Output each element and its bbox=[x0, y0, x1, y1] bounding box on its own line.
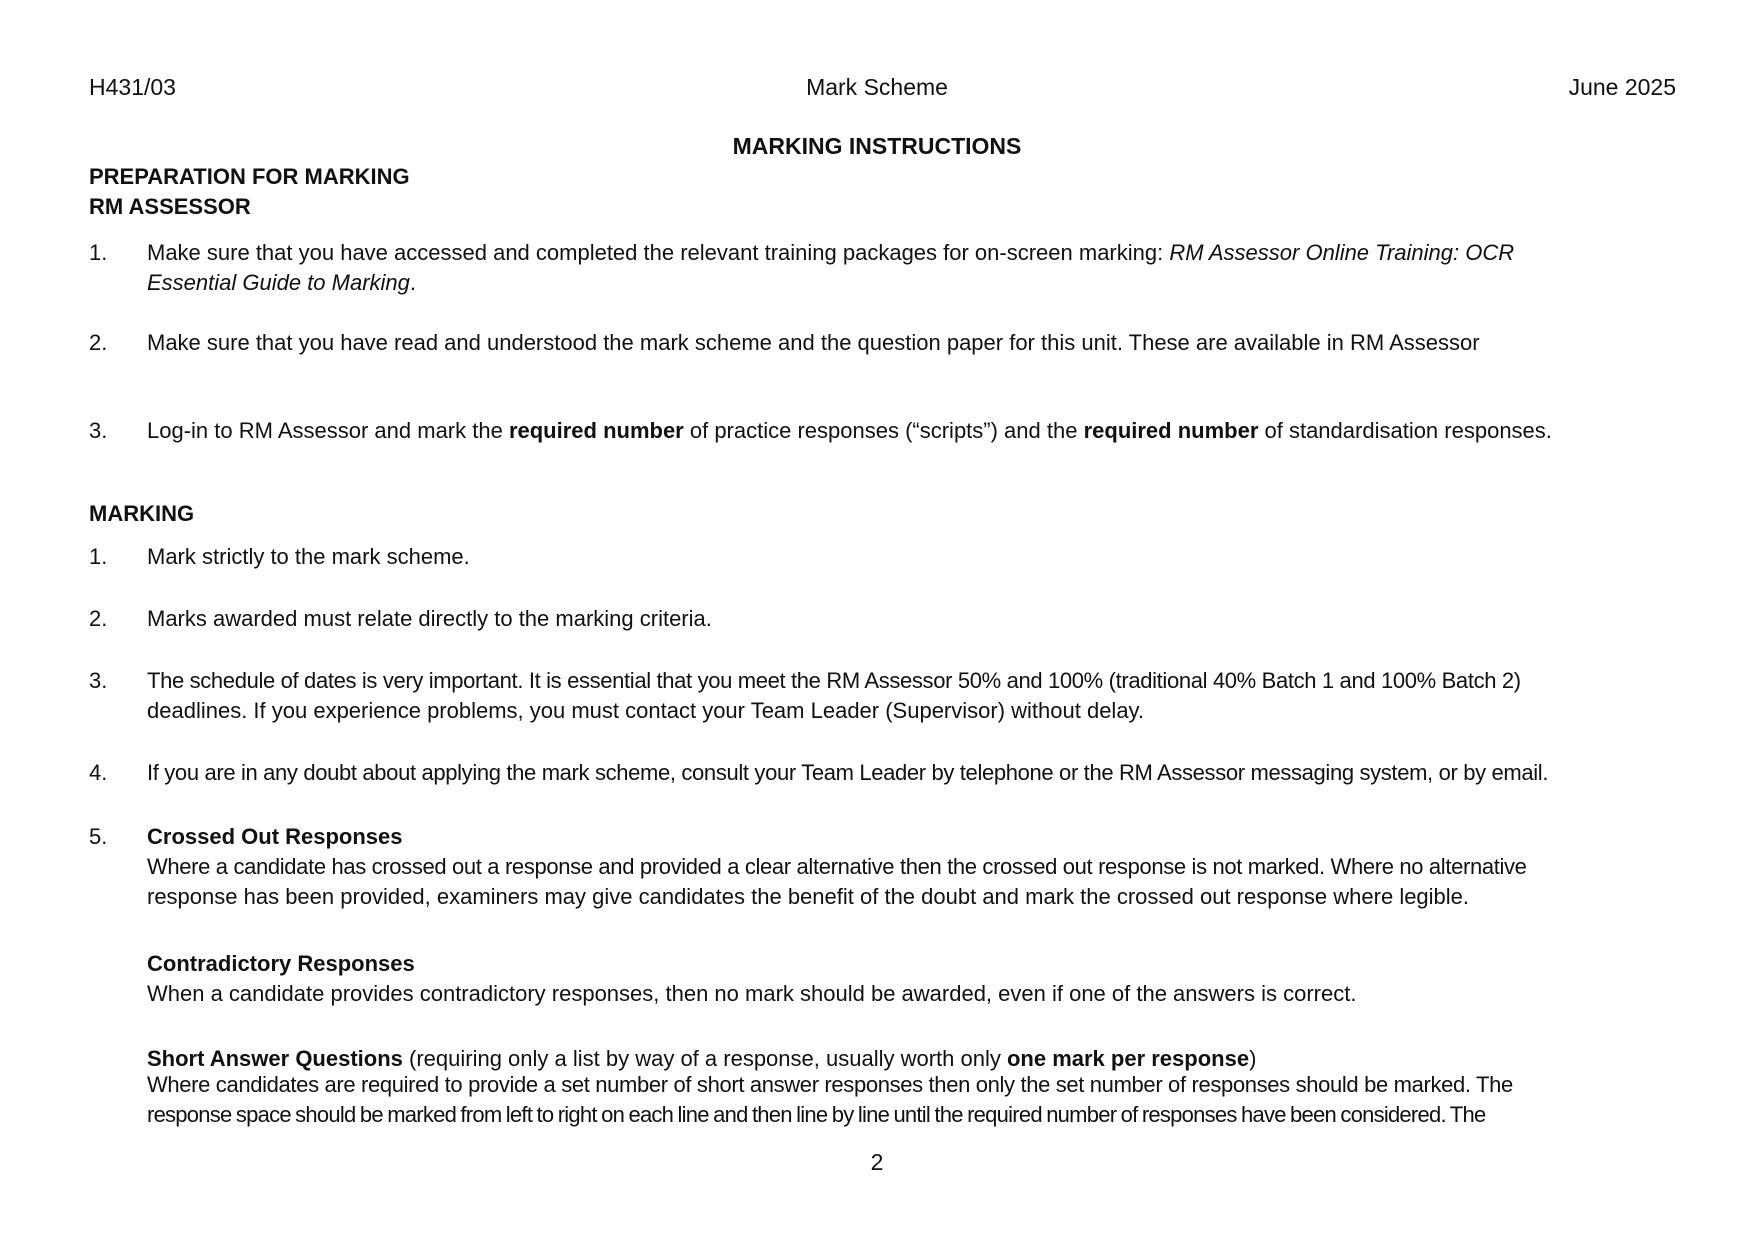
short-answer-line1: Where candidates are required to provide a set number of short answer responses then only the set number of responses should be marked. The bbox=[147, 1072, 1513, 1097]
prep-item-3-part3: of standardisation responses. bbox=[1258, 418, 1552, 443]
marking-item-2-number: 2. bbox=[89, 606, 108, 631]
marking-item-3-line1: The schedule of dates is very important. It is essential that you meet the RM Assessor 50% and 100% (traditional 40% Batch 1 and 100% Batch 2) bbox=[147, 668, 1521, 693]
prep-item-3-line bbox=[147, 418, 1677, 444]
rm-assessor-heading: RM ASSESSOR bbox=[89, 194, 251, 219]
crossed-out-line2: response has been provided, examiners may give candidates the benefit of the doubt and mark the crossed out response where legible. bbox=[147, 884, 1470, 909]
one-mark-per-response: one mark per response bbox=[1006, 1046, 1250, 1071]
crossed-out-line1: Where a candidate has crossed out a response and provided a clear alternative then the crossed out response is not marked. Where no alternative bbox=[147, 854, 1527, 879]
prep-item-2-number: 2. bbox=[89, 330, 108, 355]
page-title: MARKING INSTRUCTIONS bbox=[732, 133, 1022, 159]
prep-item-3-part1: Log-in to RM Assessor and mark the bbox=[147, 418, 509, 443]
marking-heading: MARKING bbox=[89, 501, 195, 526]
prep-item-1-text: Make sure that you have accessed and completed the relevant training packages for on-screen marking: bbox=[147, 240, 1170, 265]
required-number-bold-2: required number bbox=[1083, 418, 1259, 443]
marking-item-3-number: 3. bbox=[89, 668, 108, 693]
document-type: Mark Scheme bbox=[806, 74, 948, 100]
required-number-bold-1: required number bbox=[508, 418, 684, 443]
marking-item-2-text: Marks awarded must relate directly to the marking criteria. bbox=[147, 606, 712, 631]
marking-item-3-line2: deadlines. If you experience problems, you must contact your Team Leader (Supervisor) without delay. bbox=[147, 698, 1145, 723]
prep-item-3-part2: of practice responses (“scripts”) and the bbox=[683, 418, 1084, 443]
short-answer-note-2: ) bbox=[1249, 1046, 1257, 1071]
preparation-heading: PREPARATION FOR MARKING bbox=[89, 164, 410, 189]
crossed-out-heading: Crossed Out Responses bbox=[147, 824, 403, 849]
prep-item-1-line1 bbox=[147, 240, 1677, 266]
training-title-part1: RM Assessor Online Training: OCR bbox=[1169, 240, 1515, 265]
exam-date: June 2025 bbox=[1568, 74, 1676, 100]
marking-item-5-number: 5. bbox=[89, 824, 108, 849]
prep-item-1-tail: . bbox=[409, 270, 417, 295]
short-answer-heading: Short Answer Questions bbox=[147, 1046, 403, 1071]
short-answer-heading-line bbox=[147, 1046, 1677, 1072]
short-answer-note-1: (requiring only a list by way of a response, usually worth only bbox=[402, 1046, 1007, 1071]
marking-item-1-text: Mark strictly to the mark scheme. bbox=[147, 544, 470, 569]
short-answer-line2: response space should be marked from left to right on each line and then line by line until the required number of responses have been considered. The bbox=[147, 1102, 1486, 1127]
marking-item-4-number: 4. bbox=[89, 760, 108, 785]
prep-item-1-line2 bbox=[147, 270, 1677, 296]
contradictory-heading: Contradictory Responses bbox=[147, 951, 415, 976]
contradictory-line1: When a candidate provides contradictory responses, then no mark should be awarded, even if one of the answers is correct. bbox=[147, 981, 1357, 1006]
marking-item-4-text: If you are in any doubt about applying the mark scheme, consult your Team Leader by telephone or the RM Assessor messaging system, or by email. bbox=[147, 760, 1549, 785]
prep-item-3-number: 3. bbox=[89, 418, 108, 443]
prep-item-2-text: Make sure that you have read and understood the mark scheme and the question paper for this unit. These are available in RM Assessor bbox=[147, 330, 1480, 355]
marking-item-1-number: 1. bbox=[89, 544, 108, 569]
prep-item-1-number: 1. bbox=[89, 240, 108, 265]
page-number: 2 bbox=[870, 1149, 884, 1175]
paper-code: H431/03 bbox=[89, 74, 176, 100]
training-title-part2: Essential Guide to Marking bbox=[147, 270, 410, 295]
